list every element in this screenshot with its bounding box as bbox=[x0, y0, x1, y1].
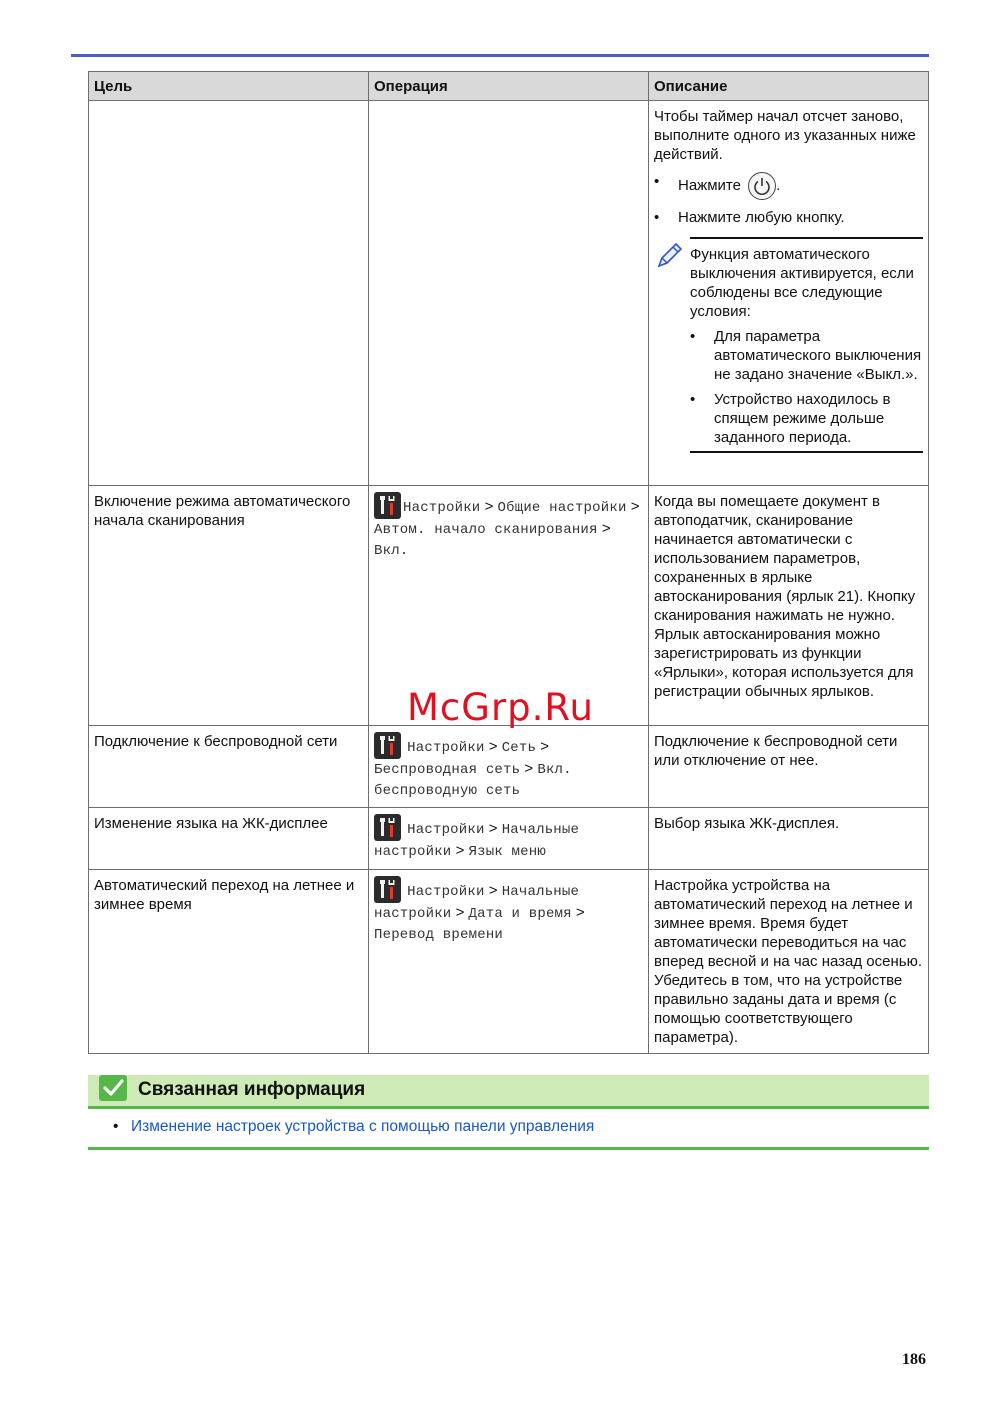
table-row bbox=[89, 726, 929, 808]
cell-goal bbox=[89, 101, 369, 486]
list-item: • Для параметра автоматического выключения не задано значение «Выкл.». bbox=[690, 328, 922, 383]
cell-description bbox=[649, 101, 929, 486]
table-row bbox=[89, 808, 929, 870]
header-goal: Цель bbox=[89, 72, 369, 101]
list-item: • Нажмите любую кнопку. bbox=[654, 209, 845, 226]
power-icon bbox=[748, 172, 776, 200]
cell-goal: Изменение языка на ЖК-дисплее bbox=[89, 808, 369, 870]
list-item: • Нажмите . bbox=[654, 172, 923, 200]
cell-operation: Настройки > Сеть > Беспроводная сеть > Вкл. беспроводную сеть bbox=[369, 726, 649, 808]
page-number: 186 bbox=[902, 1351, 926, 1368]
cell-operation: Настройки > Начальные настройки > Язык меню bbox=[369, 808, 649, 870]
bullet-text: Нажмите любую кнопку. bbox=[678, 209, 845, 226]
cell-operation: Настройки > Начальные настройки > Дата и время > Перевод времени bbox=[369, 870, 649, 1054]
settings-icon bbox=[374, 492, 401, 519]
table-row bbox=[89, 101, 929, 486]
cell-description: Подключение к беспроводной сети или отключение от нее. bbox=[649, 726, 929, 808]
note-box bbox=[654, 237, 923, 453]
related-info-title: Связанная информация bbox=[138, 1079, 366, 1100]
settings-icon bbox=[374, 814, 401, 841]
list-item: • Устройство находилось в спящем режиме дольше заданного периода. bbox=[690, 391, 891, 446]
related-link-change-settings[interactable]: Изменение настроек устройства с помощью панели управления bbox=[131, 1118, 595, 1135]
cell-goal: Подключение к беспроводной сети bbox=[89, 726, 369, 808]
header-operation: Операция bbox=[369, 72, 649, 101]
cell-description: Выбор языка ЖК-дисплея. bbox=[649, 808, 929, 870]
checkmark-icon bbox=[99, 1075, 127, 1101]
cell-goal: Включение режима автоматического начала сканирования bbox=[89, 486, 369, 726]
cell-operation bbox=[369, 101, 649, 486]
cell-operation: Настройки > Общие настройки > Автом. начало сканирования > Вкл. bbox=[369, 486, 649, 726]
cell-description: Когда вы помещаете документ в автоподатчик, сканирование начинается автоматически с использованием параметров, сохраненных в ярлыке автосканирования (ярлык 21). Кнопку сканирования нажимать не нужно. Ярлык автосканирования можно зарегистрировать из функции «Ярлыки», которая используется для регистрации обычных ярлыков. bbox=[649, 486, 929, 726]
bullet: • bbox=[113, 1118, 119, 1135]
note-text: Функция автоматического выключения активируется, если соблюдены все следующие условия: bbox=[690, 246, 914, 320]
cell-goal: Автоматический переход на летнее и зимнее время bbox=[89, 870, 369, 1054]
top-rule bbox=[71, 54, 929, 57]
settings-table bbox=[88, 71, 929, 1054]
table-header-row bbox=[89, 72, 929, 101]
header-description: Описание bbox=[649, 72, 929, 101]
settings-icon bbox=[374, 876, 401, 903]
bullet-text: Нажмите bbox=[678, 177, 741, 194]
cell-description: Настройка устройства на автоматический переход на летнее и зимнее время. Время будет автоматически переводиться на час вперед весной и на час назад осенью. Убедитесь в том, что на устройстве правильно заданы дата и время (с помощью соответствующего параметра). bbox=[649, 870, 929, 1054]
related-info-bottom-rule bbox=[88, 1147, 929, 1150]
desc-intro: Чтобы таймер начал отсчет заново, выполните одного из указанных ниже действий. bbox=[654, 108, 916, 163]
watermark: McGrp.Ru bbox=[407, 686, 594, 729]
table-row bbox=[89, 870, 929, 1054]
pencil-note-icon bbox=[654, 237, 690, 453]
settings-icon bbox=[374, 732, 401, 759]
related-info-header bbox=[88, 1075, 929, 1109]
